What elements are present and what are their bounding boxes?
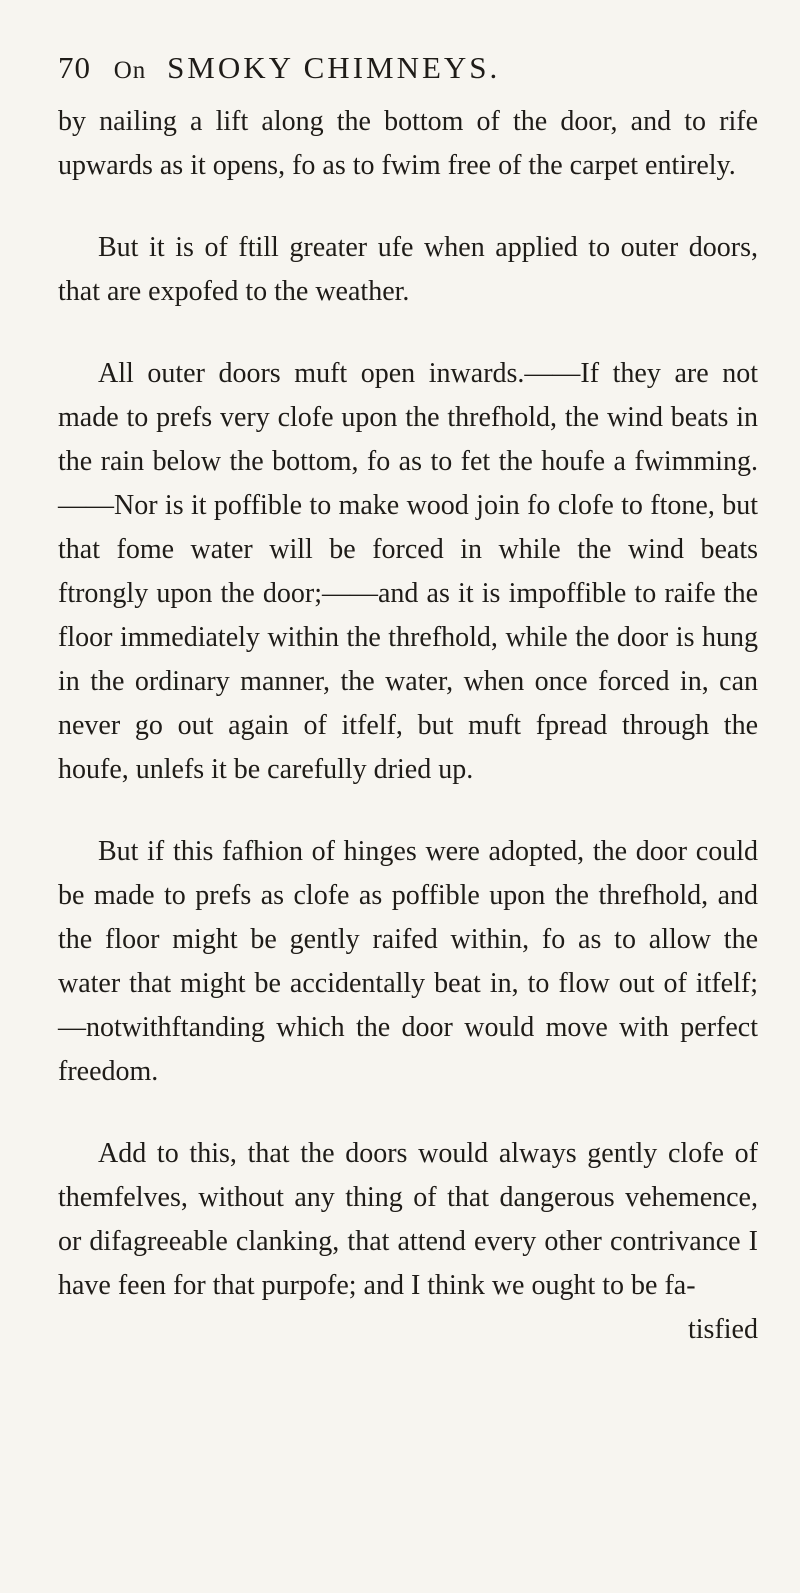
running-head	[58, 48, 758, 91]
paragraph-3: All outer doors muft open inwards.——If they are not made to prefs very clofe upon the threfhold, the wind beats in the rain below the bottom, fo as to fet the houfe a fwimming.——Nor is it poffible to make wood join fo clofe to ftone, but that fome water will be forced in while the wind beats ftrongly upon the door;——and as it is impoffible to raife the floor immediately within the threfhold, while the door is hung in the ordinary manner, the water, when once forced in, can never go out again of itfelf, but muft fpread through the houfe, unlefs it be carefully dried up.	[58, 358, 758, 785]
paragraph-5: Add to this, that the doors would always gently clofe of themfelves, without any thing of that dangerous vehemence, or difagreeable clanking, that attend every other contrivance I have feen for that purpofe; and I think we ought to be fa-	[58, 1138, 758, 1301]
running-head-on: On	[113, 57, 147, 84]
catchword: tisfied	[688, 1314, 758, 1345]
page-number: 70	[58, 50, 91, 85]
body-text	[58, 100, 758, 1352]
paragraph-4: But if this fafhion of hinges were adopted, the door could be made to prefs as clofe as poffible upon the threfhold, and the floor might be gently raifed within, fo as to allow the water that might be accidentally beat in, to flow out of itfelf;—notwithftanding which the door would move with perfect freedom.	[58, 836, 758, 1087]
paragraph-2: But it is of ftill greater ufe when applied to outer doors, that are expofed to the weather.	[58, 232, 758, 307]
running-head-title: SMOKY CHIMNEYS.	[167, 50, 501, 85]
paragraph-1: by nailing a lift along the bottom of the door, and to rife upwards as it opens, fo as to fwim free of the carpet entirely.	[58, 106, 758, 181]
